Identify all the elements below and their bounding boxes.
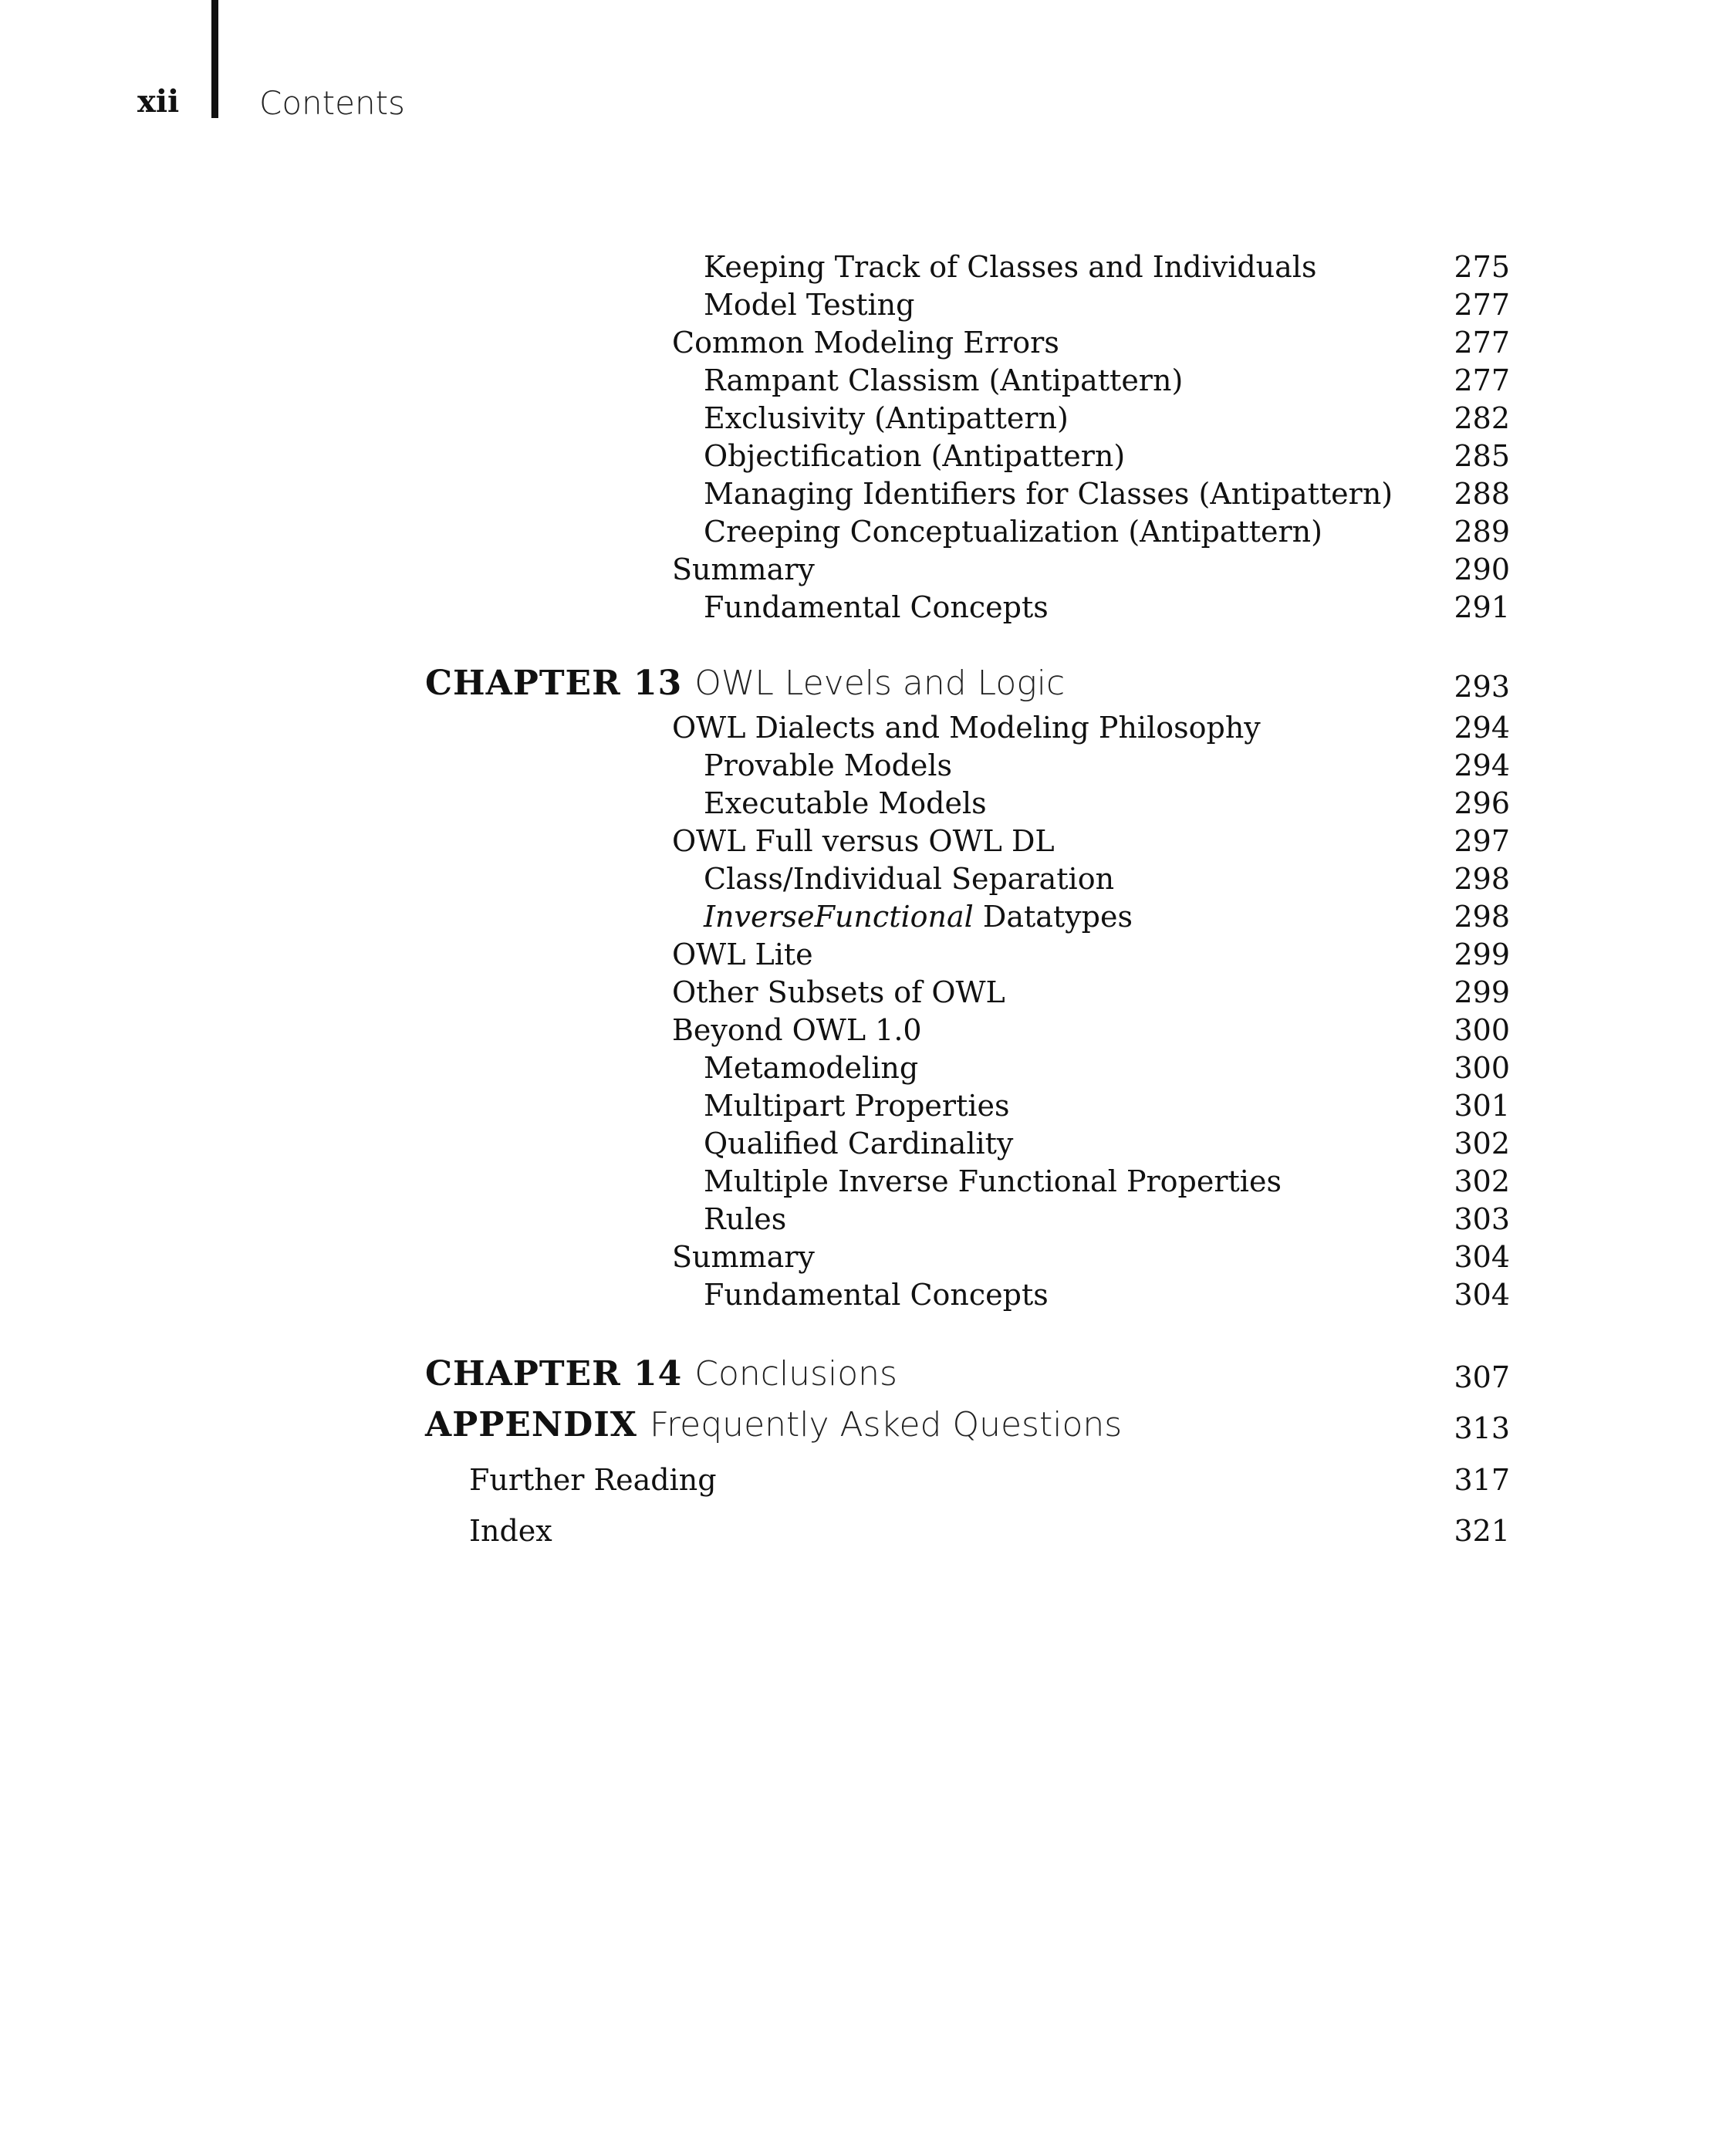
toc-entry[interactable]: Rampant Classism (Antipattern) xyxy=(704,363,1184,397)
toc-entry[interactable]: Other Subsets of OWL xyxy=(672,975,1005,1009)
toc-entry[interactable]: Executable Models xyxy=(704,786,987,820)
toc-page-number: 277 xyxy=(1454,288,1510,322)
toc-entry[interactable]: Rules xyxy=(704,1202,787,1236)
toc-page-number: 303 xyxy=(1454,1202,1510,1236)
toc-page-number: 297 xyxy=(1454,824,1510,858)
toc-page-number: 289 xyxy=(1454,515,1510,549)
toc-entry[interactable]: Exclusivity (Antipattern) xyxy=(704,401,1069,435)
toc-page-number: 296 xyxy=(1454,786,1510,820)
toc-entry[interactable]: Summary xyxy=(672,552,815,586)
toc-page-number: 302 xyxy=(1454,1127,1510,1161)
toc-page-number: 298 xyxy=(1454,900,1510,934)
toc-entry[interactable]: Keeping Track of Classes and Individuals xyxy=(704,250,1317,284)
toc-page-number: 288 xyxy=(1454,477,1510,511)
toc-page-number: 277 xyxy=(1454,363,1510,397)
toc-entry[interactable]: OWL Full versus OWL DL xyxy=(672,824,1055,858)
toc-entry[interactable]: OWL Lite xyxy=(672,938,813,971)
toc-entry[interactable]: Model Testing xyxy=(704,288,915,322)
chapter-page-number: 313 xyxy=(1454,1411,1510,1445)
toc-entry-italic: InverseFunctional xyxy=(704,900,974,934)
toc-page-number: 304 xyxy=(1454,1278,1510,1312)
toc-entry[interactable] xyxy=(704,898,1133,935)
toc-page-number: 285 xyxy=(1454,439,1510,473)
toc-entry-rest: Datatypes xyxy=(973,900,1133,934)
toc-entry[interactable]: Metamodeling xyxy=(704,1051,919,1085)
toc-page-number: 294 xyxy=(1454,748,1510,782)
chapter-page-number: 293 xyxy=(1454,670,1510,704)
toc-page-number: 317 xyxy=(1454,1463,1510,1497)
toc-entry[interactable]: OWL Dialects and Modeling Philosophy xyxy=(672,711,1261,745)
chapter-title: OWL Levels and Logic xyxy=(694,664,1066,703)
toc-entry[interactable]: Summary xyxy=(672,1240,815,1274)
chapter-label: CHAPTER 14 xyxy=(425,1354,683,1394)
toc-page-number: 302 xyxy=(1454,1164,1510,1198)
chapter-title: Conclusions xyxy=(694,1354,897,1394)
toc-entry[interactable]: Fundamental Concepts xyxy=(704,590,1049,624)
toc-page-number: 300 xyxy=(1454,1051,1510,1085)
toc-entry[interactable]: Common Modeling Errors xyxy=(672,326,1059,360)
chapter-13-heading[interactable] xyxy=(425,662,1065,705)
toc-page-number: 299 xyxy=(1454,938,1510,971)
page-folio: xii xyxy=(137,83,180,120)
toc-entry[interactable]: Beyond OWL 1.0 xyxy=(672,1013,922,1047)
toc-page-number: 301 xyxy=(1454,1089,1510,1123)
toc-page-number: 298 xyxy=(1454,862,1510,896)
toc-page-number: 300 xyxy=(1454,1013,1510,1047)
toc-page-number: 290 xyxy=(1454,552,1510,586)
chapter-14-heading[interactable] xyxy=(425,1353,897,1396)
toc-page-number: 275 xyxy=(1454,250,1510,284)
toc-entry[interactable]: Fundamental Concepts xyxy=(704,1278,1049,1312)
appendix-heading[interactable] xyxy=(425,1404,1122,1447)
toc-entry[interactable]: Provable Models xyxy=(704,748,953,782)
chapter-title: Frequently Asked Questions xyxy=(649,1405,1123,1444)
toc-entry-index[interactable]: Index xyxy=(469,1514,552,1548)
toc-entry[interactable]: Objectification (Antipattern) xyxy=(704,439,1126,473)
running-head: Contents xyxy=(259,84,405,122)
toc-entry[interactable]: Qualified Cardinality xyxy=(704,1127,1014,1161)
toc-entry[interactable]: Multiple Inverse Functional Properties xyxy=(704,1164,1282,1198)
toc-entry[interactable]: Class/Individual Separation xyxy=(704,862,1115,896)
toc-page-number: 291 xyxy=(1454,590,1510,624)
toc-page-number: 277 xyxy=(1454,326,1510,360)
toc-page-number: 304 xyxy=(1454,1240,1510,1274)
toc-page-number: 282 xyxy=(1454,401,1510,435)
chapter-page-number: 307 xyxy=(1454,1360,1510,1394)
chapter-label: APPENDIX xyxy=(425,1405,637,1444)
toc-page-number: 321 xyxy=(1454,1514,1510,1548)
toc-entry[interactable]: Creeping Conceptualization (Antipattern) xyxy=(704,515,1322,549)
toc-entry-further-reading[interactable]: Further Reading xyxy=(469,1463,717,1497)
toc-page-number: 294 xyxy=(1454,711,1510,745)
toc-entry[interactable]: Multipart Properties xyxy=(704,1089,1010,1123)
header-rule xyxy=(211,0,218,118)
toc-entry[interactable]: Managing Identifiers for Classes (Antipattern) xyxy=(704,477,1393,511)
toc-page-number: 299 xyxy=(1454,975,1510,1009)
chapter-label: CHAPTER 13 xyxy=(425,664,683,703)
